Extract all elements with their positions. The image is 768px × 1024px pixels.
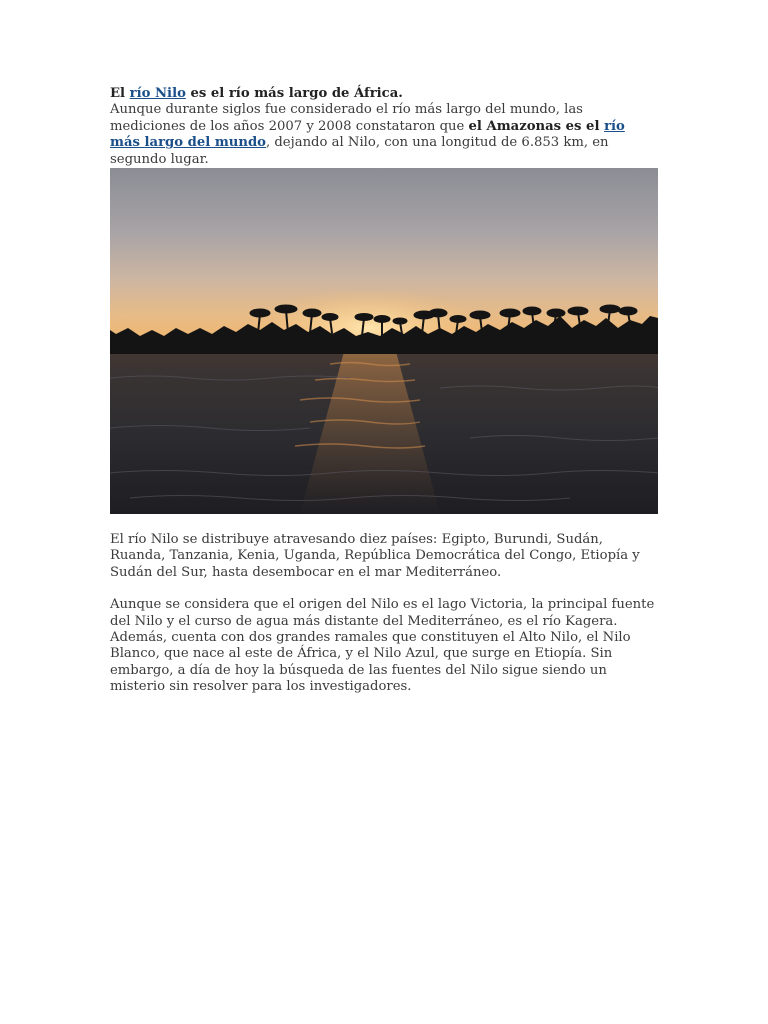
paragraph-gap [110,581,658,597]
intro-bold: el Amazonas es el [468,118,605,134]
origin-paragraph: Aunque se considera que el origen del Nilo es el lago Victoria, la principal fuente del Nilo y el curso de agua más distante del Mediterráneo, es el río Kagera. Además, cuenta con dos grandes ramales que constituyen el Alto Nilo, el Nilo Blanco, que nace al este de África, y el Nilo Azul, que surge en Etiopía. Sin embargo, a día de hoy la búsqueda de las fuentes del Nilo sigue siendo un misterio sin resolver para los investigadores. [110,597,655,695]
article-body [110,86,658,696]
article-heading [110,86,658,102]
intro-paragraph [110,102,658,168]
rio-mas-largo-link[interactable]: río más largo del mundo [110,118,625,151]
countries-paragraph: El río Nilo se distribuye atravesando diez países: Egipto, Burundi, Sudán, Ruanda, Tanzania, Kenia, Uganda, República Democrática del Congo, Etiopía y Sudán del Sur, hasta desembocar en el mar Mediterráneo. [110,532,640,580]
nile-sunset-photo [110,168,658,514]
heading-suffix: es el río más largo de África. [185,86,403,101]
intro-text-1: Aunque durante siglos fue considerado el río más largo del mundo, las mediciones de los años 2007 y 2008 constataron que [110,102,583,134]
heading-prefix: El [110,86,130,101]
intro-text-2: , dejando al Nilo, con una longitud de 6.853 km, en segundo lugar. [110,135,609,167]
rio-nilo-link[interactable]: río Nilo [129,86,186,101]
